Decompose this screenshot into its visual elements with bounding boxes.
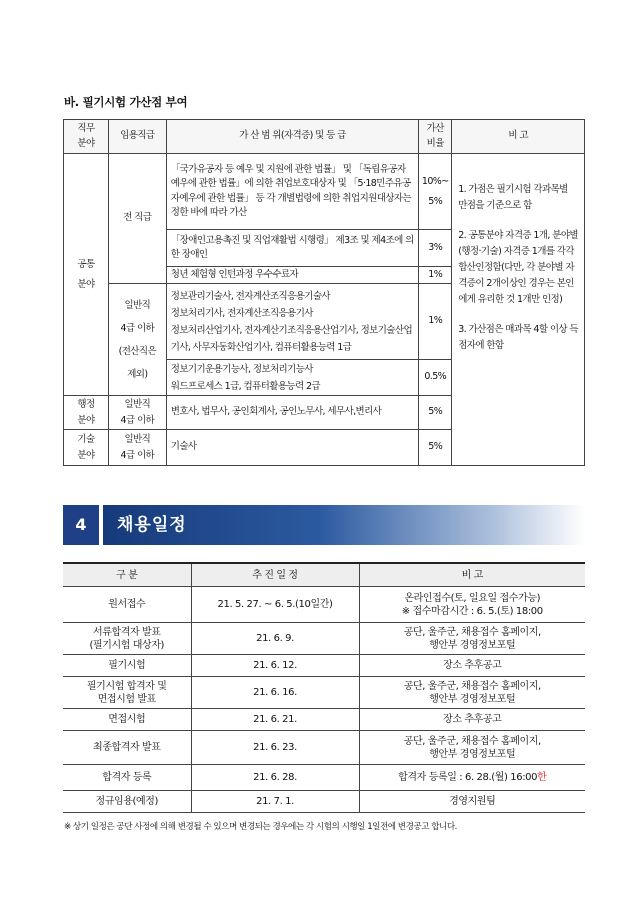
schedule-header-note: 비 고: [359, 563, 585, 587]
row5-rate: 0.5%: [419, 360, 452, 396]
header-rate: 가산 비율: [419, 120, 452, 154]
table-row: [63, 709, 585, 731]
row5-scope: 정보기기운용기능사, 정보처리기능사 워드프로세스 1급, 컴퓨터활용능력 2급: [166, 360, 418, 396]
note-2: 2. 공통분야 자격증 1개, 분야별(행정·기술) 자격증 1개를 각각 합산인정함(다만, 각 분야별 자격증이 2개이상인 경우는 본인에게 유리한 것 1개만 인정): [458, 230, 578, 305]
header-scope: 가 산 범 위(자격증) 및 등 급: [166, 120, 418, 154]
section-b-heading: 바. 필기시험 가산점 부여: [64, 95, 188, 109]
header-grade: 임용직급: [108, 120, 166, 154]
schedule-item: 필기시험: [63, 655, 191, 677]
notes-cell: [452, 154, 585, 466]
schedule-date: 21. 5. 27. ~ 6. 5.(10일간): [191, 587, 359, 623]
schedule-note: 장소 추후공고: [359, 655, 585, 677]
header-note: 비 고: [452, 120, 585, 154]
schedule-table: [63, 562, 585, 813]
table-row: [63, 791, 585, 813]
row3-rate: 1%: [419, 267, 452, 284]
schedule-item: 서류합격자 발표 (필기시험 대상자): [63, 623, 191, 655]
row2-rate: 3%: [419, 230, 452, 267]
grade-general: 일반직 4급 이하 (전산직은 제외): [108, 284, 166, 396]
schedule-item: 합격자 등록: [63, 765, 191, 791]
row7-scope: 기술사: [166, 430, 418, 466]
row3-scope: 청년 체험형 인턴과정 우수수료자: [166, 267, 418, 284]
schedule-header-date: 추 진 일 정: [191, 563, 359, 587]
table-row: [63, 587, 585, 623]
row1-scope: 「국가유공자 등 예우 및 지원에 관한 법률」 및 「독립유공자 예우에 관한 법률」에 의한 취업보호대상자 및 「5·18민주유공자예우에 관한 법률」 등 각 개별법령에 의한 취업지원대상자는 정한 바에 따라 가산: [166, 154, 418, 230]
schedule-note: 장소 추후공고: [359, 709, 585, 731]
schedule-note-text: 합격자 등록일 : 6. 28.(월) 16:00: [398, 772, 538, 783]
field-tech: 기술 분야: [64, 430, 109, 466]
section-title-bar: [103, 505, 585, 545]
field-admin: 행정 분야: [64, 396, 109, 430]
schedule-date: 21. 6. 9.: [191, 623, 359, 655]
schedule-note: 온라인접수(토, 일요일 접수가능) ※ 접수마감시간 : 6. 5.(토) 18:00: [359, 587, 585, 623]
schedule-header-item: 구 분: [63, 563, 191, 587]
header-field: 직무 분야: [64, 120, 109, 154]
note-1: 1. 가점은 필기시험 각과목별 만점을 기준으로 함: [458, 184, 568, 211]
schedule-note-red: 한: [537, 772, 547, 783]
schedule-note: 공단, 울주군, 채용접수 홈페이지, 행안부 경영정보포털: [359, 623, 585, 655]
section-title: 채용일정: [117, 515, 187, 535]
bonus-points-table: [63, 119, 585, 466]
schedule-item: 면접시험: [63, 709, 191, 731]
grade-tech: 일반직 4급 이하: [108, 430, 166, 466]
schedule-item: 정규임용(예정): [63, 791, 191, 813]
row2-scope: 「장애인고용촉진 및 직업재활법 시행령」 제3조 및 제4조에 의한 장애인: [166, 230, 418, 267]
table-row: [63, 677, 585, 709]
schedule-date: 21. 6. 23.: [191, 731, 359, 765]
schedule-item: 원서접수: [63, 587, 191, 623]
schedule-item: 최종합격자 발표: [63, 731, 191, 765]
footnote: ※ 상기 일정은 공단 사정에 의해 변경될 수 있으며 변경되는 경우에는 각 시험의 시행일 1일전에 변경공고 합니다.: [64, 822, 457, 832]
schedule-note: [359, 765, 585, 791]
table-row: [63, 623, 585, 655]
field-common: 공통 분야: [64, 154, 109, 396]
schedule-date: 21. 7. 1.: [191, 791, 359, 813]
row1-rate: 10%~ 5%: [419, 154, 452, 230]
schedule-note: 공단, 울주군, 채용접수 홈페이지, 행안부 경영정보포털: [359, 731, 585, 765]
grade-all: 전 직급: [108, 154, 166, 284]
row4-scope: 정보관리기술사, 전자계산조직응용기술사 정보처리기사, 전자계산조직응용기사 정보처리산업기사, 전자계산기조직응용산업기사, 정보기술산업기사, 사무자동화산업기사, 컴퓨터활용능력 1급: [166, 284, 418, 360]
section-4-banner: [63, 505, 585, 545]
table-row: [63, 655, 585, 677]
schedule-note: 경영지원팀: [359, 791, 585, 813]
note-3: 3. 가산점은 매과목 4할 이상 득점자에 한함: [458, 324, 578, 351]
section-number: 4: [63, 505, 99, 545]
grade-admin: 일반직 4급 이하: [108, 396, 166, 430]
schedule-date: 21. 6. 16.: [191, 677, 359, 709]
row6-scope: 변호사, 법무사, 공인회계사, 공인노무사, 세무사,변리사: [166, 396, 418, 430]
table-row: [63, 731, 585, 765]
schedule-date: 21. 6. 12.: [191, 655, 359, 677]
schedule-date: 21. 6. 28.: [191, 765, 359, 791]
schedule-note: 공단, 울주군, 채용접수 홈페이지, 행안부 경영정보포털: [359, 677, 585, 709]
row6-rate: 5%: [419, 396, 452, 430]
row7-rate: 5%: [419, 430, 452, 466]
row4-rate: 1%: [419, 284, 452, 360]
schedule-item: 필기시험 합격자 및 면접시험 발표: [63, 677, 191, 709]
schedule-date: 21. 6. 21.: [191, 709, 359, 731]
table-row: [63, 765, 585, 791]
